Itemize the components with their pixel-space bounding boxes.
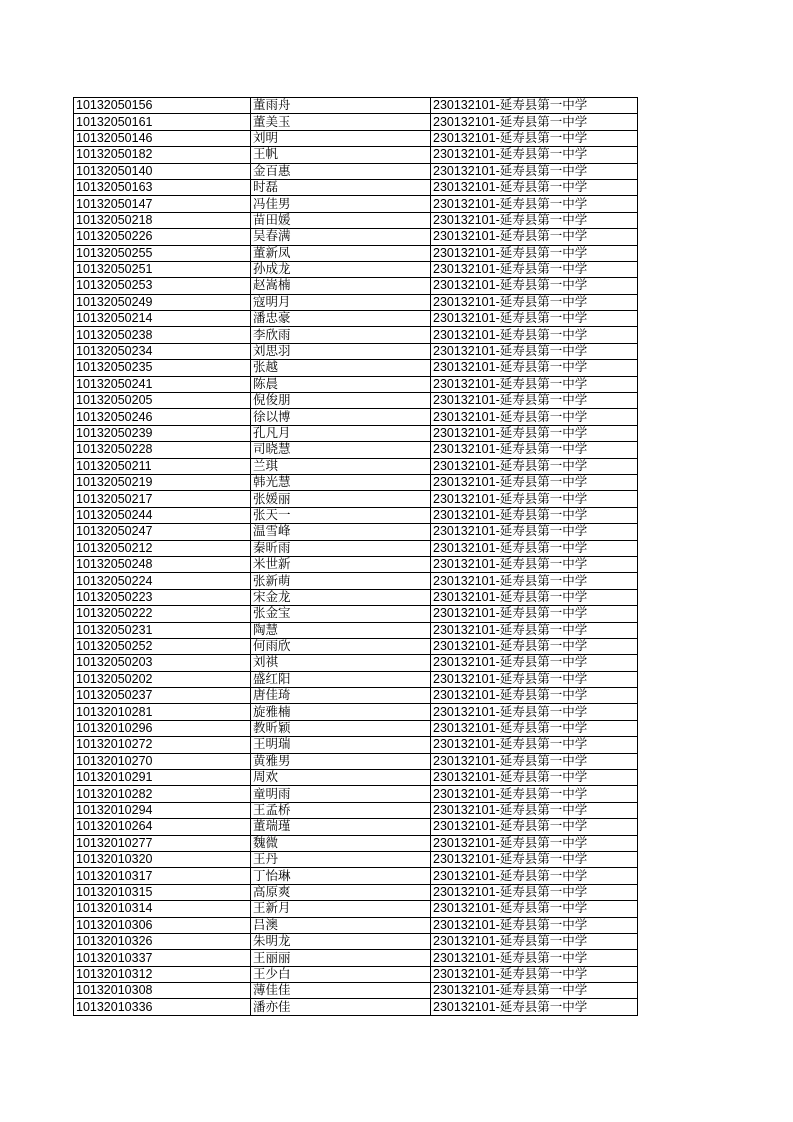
- table-row: [74, 409, 638, 425]
- student-id-cell: 10132050222: [74, 606, 251, 622]
- table-row: [74, 179, 638, 195]
- student-id-cell: 10132050246: [74, 409, 251, 425]
- table-row: [74, 802, 638, 818]
- student-name-cell: 童明雨: [251, 786, 431, 802]
- student-id-cell: 10132050234: [74, 343, 251, 359]
- school-cell: 230132101-延寿县第一中学: [431, 294, 638, 310]
- student-name-cell: 温雪峰: [251, 524, 431, 540]
- student-name-cell: 赵嵩楠: [251, 278, 431, 294]
- student-id-cell: 10132050226: [74, 229, 251, 245]
- school-cell: 230132101-延寿县第一中学: [431, 737, 638, 753]
- school-cell: 230132101-延寿县第一中学: [431, 179, 638, 195]
- student-id-cell: 10132050252: [74, 638, 251, 654]
- table-row: [74, 737, 638, 753]
- student-name-cell: 王新月: [251, 901, 431, 917]
- student-name-cell: 金百惠: [251, 163, 431, 179]
- table-row: [74, 950, 638, 966]
- table-row: [74, 999, 638, 1015]
- school-cell: 230132101-延寿县第一中学: [431, 507, 638, 523]
- student-id-cell: 10132050156: [74, 98, 251, 114]
- table-row: [74, 655, 638, 671]
- student-name-cell: 董新凤: [251, 245, 431, 261]
- school-cell: 230132101-延寿县第一中学: [431, 474, 638, 490]
- school-cell: 230132101-延寿县第一中学: [431, 983, 638, 999]
- student-name-cell: 刘祺: [251, 655, 431, 671]
- school-cell: 230132101-延寿县第一中学: [431, 245, 638, 261]
- school-cell: 230132101-延寿县第一中学: [431, 409, 638, 425]
- student-id-cell: 10132050241: [74, 376, 251, 392]
- student-name-cell: 冯佳男: [251, 196, 431, 212]
- student-id-cell: 10132010264: [74, 819, 251, 835]
- student-name-cell: 高原爽: [251, 884, 431, 900]
- student-name-cell: 朱明龙: [251, 933, 431, 949]
- student-id-cell: 10132010306: [74, 917, 251, 933]
- school-cell: 230132101-延寿县第一中学: [431, 917, 638, 933]
- school-cell: 230132101-延寿县第一中学: [431, 720, 638, 736]
- table-row: [74, 868, 638, 884]
- student-id-cell: 10132010326: [74, 933, 251, 949]
- table-row: [74, 507, 638, 523]
- student-name-cell: 陶慧: [251, 622, 431, 638]
- student-name-cell: 教昕颖: [251, 720, 431, 736]
- student-id-cell: 10132050228: [74, 442, 251, 458]
- school-cell: 230132101-延寿县第一中学: [431, 606, 638, 622]
- student-id-cell: 10132010314: [74, 901, 251, 917]
- student-name-cell: 张金宝: [251, 606, 431, 622]
- school-cell: 230132101-延寿县第一中学: [431, 458, 638, 474]
- student-name-cell: 孔凡月: [251, 425, 431, 441]
- student-name-cell: 李欣雨: [251, 327, 431, 343]
- school-cell: 230132101-延寿县第一中学: [431, 425, 638, 441]
- table-row: [74, 425, 638, 441]
- roster-table-body: [74, 98, 638, 1016]
- student-id-cell: 10132050238: [74, 327, 251, 343]
- student-name-cell: 魏微: [251, 835, 431, 851]
- school-cell: 230132101-延寿县第一中学: [431, 966, 638, 982]
- school-cell: 230132101-延寿县第一中学: [431, 163, 638, 179]
- student-id-cell: 10132010291: [74, 770, 251, 786]
- student-id-cell: 10132050251: [74, 261, 251, 277]
- student-id-cell: 10132050161: [74, 114, 251, 130]
- student-name-cell: 兰琪: [251, 458, 431, 474]
- table-row: [74, 917, 638, 933]
- school-cell: 230132101-延寿县第一中学: [431, 999, 638, 1015]
- student-id-cell: 10132010317: [74, 868, 251, 884]
- school-cell: 230132101-延寿县第一中学: [431, 524, 638, 540]
- school-cell: 230132101-延寿县第一中学: [431, 98, 638, 114]
- school-cell: 230132101-延寿县第一中学: [431, 343, 638, 359]
- student-name-cell: 潘忠豪: [251, 311, 431, 327]
- table-row: [74, 770, 638, 786]
- student-name-cell: 盛红阳: [251, 671, 431, 687]
- student-name-cell: 王明瑞: [251, 737, 431, 753]
- student-id-cell: 10132050231: [74, 622, 251, 638]
- student-id-cell: 10132010320: [74, 851, 251, 867]
- student-name-cell: 董雨舟: [251, 98, 431, 114]
- student-name-cell: 董美玉: [251, 114, 431, 130]
- student-id-cell: 10132050247: [74, 524, 251, 540]
- student-name-cell: 潘亦佳: [251, 999, 431, 1015]
- student-name-cell: 旋雅楠: [251, 704, 431, 720]
- school-cell: 230132101-延寿县第一中学: [431, 802, 638, 818]
- student-id-cell: 10132010296: [74, 720, 251, 736]
- school-cell: 230132101-延寿县第一中学: [431, 196, 638, 212]
- table-row: [74, 589, 638, 605]
- table-row: [74, 98, 638, 114]
- student-id-cell: 10132050214: [74, 311, 251, 327]
- table-row: [74, 524, 638, 540]
- table-row: [74, 704, 638, 720]
- school-cell: 230132101-延寿县第一中学: [431, 393, 638, 409]
- table-row: [74, 229, 638, 245]
- student-name-cell: 刘思羽: [251, 343, 431, 359]
- student-id-cell: 10132050249: [74, 294, 251, 310]
- student-id-cell: 10132050239: [74, 425, 251, 441]
- table-row: [74, 261, 638, 277]
- student-name-cell: 司晓慧: [251, 442, 431, 458]
- table-row: [74, 327, 638, 343]
- school-cell: 230132101-延寿县第一中学: [431, 130, 638, 146]
- student-id-cell: 10132050248: [74, 556, 251, 572]
- student-id-cell: 10132050224: [74, 573, 251, 589]
- student-id-cell: 10132010294: [74, 802, 251, 818]
- student-id-cell: 10132050255: [74, 245, 251, 261]
- student-name-cell: 时磊: [251, 179, 431, 195]
- table-row: [74, 851, 638, 867]
- table-row: [74, 901, 638, 917]
- student-id-cell: 10132050217: [74, 491, 251, 507]
- table-row: [74, 835, 638, 851]
- student-id-cell: 10132050237: [74, 688, 251, 704]
- table-row: [74, 786, 638, 802]
- student-id-cell: 10132050253: [74, 278, 251, 294]
- student-name-cell: 唐佳琦: [251, 688, 431, 704]
- school-cell: 230132101-延寿县第一中学: [431, 327, 638, 343]
- student-name-cell: 薄佳佳: [251, 983, 431, 999]
- table-row: [74, 343, 638, 359]
- table-row: [74, 720, 638, 736]
- school-cell: 230132101-延寿县第一中学: [431, 819, 638, 835]
- student-id-cell: 10132050219: [74, 474, 251, 490]
- school-cell: 230132101-延寿县第一中学: [431, 212, 638, 228]
- school-cell: 230132101-延寿县第一中学: [431, 786, 638, 802]
- table-row: [74, 212, 638, 228]
- table-row: [74, 688, 638, 704]
- table-row: [74, 573, 638, 589]
- table-row: [74, 147, 638, 163]
- table-row: [74, 130, 638, 146]
- student-id-cell: 10132050140: [74, 163, 251, 179]
- student-id-cell: 10132010282: [74, 786, 251, 802]
- table-row: [74, 884, 638, 900]
- school-cell: 230132101-延寿县第一中学: [431, 671, 638, 687]
- student-name-cell: 张媛丽: [251, 491, 431, 507]
- student-name-cell: 张越: [251, 360, 431, 376]
- student-name-cell: 徐以博: [251, 409, 431, 425]
- school-cell: 230132101-延寿县第一中学: [431, 753, 638, 769]
- school-cell: 230132101-延寿县第一中学: [431, 442, 638, 458]
- student-id-cell: 10132050235: [74, 360, 251, 376]
- student-name-cell: 陈晨: [251, 376, 431, 392]
- student-id-cell: 10132010312: [74, 966, 251, 982]
- school-cell: 230132101-延寿县第一中学: [431, 376, 638, 392]
- school-cell: 230132101-延寿县第一中学: [431, 933, 638, 949]
- student-name-cell: 董瑞瑾: [251, 819, 431, 835]
- school-cell: 230132101-延寿县第一中学: [431, 147, 638, 163]
- table-row: [74, 966, 638, 982]
- school-cell: 230132101-延寿县第一中学: [431, 278, 638, 294]
- student-name-cell: 吴春满: [251, 229, 431, 245]
- school-cell: 230132101-延寿县第一中学: [431, 655, 638, 671]
- table-row: [74, 458, 638, 474]
- student-id-cell: 10132010308: [74, 983, 251, 999]
- student-name-cell: 苗田媛: [251, 212, 431, 228]
- student-id-cell: 10132050146: [74, 130, 251, 146]
- student-name-cell: 黄雅男: [251, 753, 431, 769]
- school-cell: 230132101-延寿县第一中学: [431, 950, 638, 966]
- table-row: [74, 606, 638, 622]
- table-row: [74, 491, 638, 507]
- school-cell: 230132101-延寿县第一中学: [431, 638, 638, 654]
- school-cell: 230132101-延寿县第一中学: [431, 884, 638, 900]
- student-id-cell: 10132010315: [74, 884, 251, 900]
- student-name-cell: 周欢: [251, 770, 431, 786]
- school-cell: 230132101-延寿县第一中学: [431, 770, 638, 786]
- student-id-cell: 10132050212: [74, 540, 251, 556]
- table-row: [74, 753, 638, 769]
- school-cell: 230132101-延寿县第一中学: [431, 622, 638, 638]
- student-id-cell: 10132010270: [74, 753, 251, 769]
- student-id-cell: 10132010281: [74, 704, 251, 720]
- student-id-cell: 10132050203: [74, 655, 251, 671]
- student-name-cell: 王少白: [251, 966, 431, 982]
- table-row: [74, 671, 638, 687]
- table-row: [74, 360, 638, 376]
- table-row: [74, 442, 638, 458]
- student-id-cell: 10132010277: [74, 835, 251, 851]
- student-id-cell: 10132050202: [74, 671, 251, 687]
- table-row: [74, 540, 638, 556]
- student-id-cell: 10132010337: [74, 950, 251, 966]
- table-row: [74, 556, 638, 572]
- table-row: [74, 983, 638, 999]
- school-cell: 230132101-延寿县第一中学: [431, 835, 638, 851]
- school-cell: 230132101-延寿县第一中学: [431, 261, 638, 277]
- student-name-cell: 吕澳: [251, 917, 431, 933]
- table-row: [74, 638, 638, 654]
- school-cell: 230132101-延寿县第一中学: [431, 491, 638, 507]
- student-name-cell: 寇明月: [251, 294, 431, 310]
- table-row: [74, 376, 638, 392]
- student-name-cell: 王帆: [251, 147, 431, 163]
- student-name-cell: 何雨欣: [251, 638, 431, 654]
- table-row: [74, 311, 638, 327]
- student-name-cell: 韩光慧: [251, 474, 431, 490]
- student-name-cell: 宋金龙: [251, 589, 431, 605]
- school-cell: 230132101-延寿县第一中学: [431, 540, 638, 556]
- student-id-cell: 10132050205: [74, 393, 251, 409]
- table-row: [74, 114, 638, 130]
- student-name-cell: 秦昕雨: [251, 540, 431, 556]
- student-name-cell: 张天一: [251, 507, 431, 523]
- school-cell: 230132101-延寿县第一中学: [431, 556, 638, 572]
- school-cell: 230132101-延寿县第一中学: [431, 114, 638, 130]
- student-name-cell: 孙成龙: [251, 261, 431, 277]
- table-row: [74, 196, 638, 212]
- table-row: [74, 245, 638, 261]
- student-id-cell: 10132050163: [74, 179, 251, 195]
- student-id-cell: 10132050223: [74, 589, 251, 605]
- table-row: [74, 819, 638, 835]
- school-cell: 230132101-延寿县第一中学: [431, 901, 638, 917]
- student-id-cell: 10132050147: [74, 196, 251, 212]
- school-cell: 230132101-延寿县第一中学: [431, 573, 638, 589]
- student-id-cell: 10132010272: [74, 737, 251, 753]
- student-name-cell: 王孟桥: [251, 802, 431, 818]
- student-id-cell: 10132010336: [74, 999, 251, 1015]
- student-id-cell: 10132050218: [74, 212, 251, 228]
- student-id-cell: 10132050182: [74, 147, 251, 163]
- table-row: [74, 474, 638, 490]
- school-cell: 230132101-延寿县第一中学: [431, 688, 638, 704]
- student-name-cell: 米世新: [251, 556, 431, 572]
- school-cell: 230132101-延寿县第一中学: [431, 360, 638, 376]
- table-row: [74, 393, 638, 409]
- school-cell: 230132101-延寿县第一中学: [431, 311, 638, 327]
- school-cell: 230132101-延寿县第一中学: [431, 589, 638, 605]
- table-row: [74, 294, 638, 310]
- table-row: [74, 278, 638, 294]
- student-roster-table: [73, 97, 638, 1016]
- school-cell: 230132101-延寿县第一中学: [431, 229, 638, 245]
- school-cell: 230132101-延寿县第一中学: [431, 868, 638, 884]
- student-name-cell: 王丹: [251, 851, 431, 867]
- student-name-cell: 张新萌: [251, 573, 431, 589]
- school-cell: 230132101-延寿县第一中学: [431, 851, 638, 867]
- table-row: [74, 622, 638, 638]
- student-id-cell: 10132050244: [74, 507, 251, 523]
- table-row: [74, 933, 638, 949]
- student-name-cell: 王丽丽: [251, 950, 431, 966]
- student-name-cell: 丁怡琳: [251, 868, 431, 884]
- table-row: [74, 163, 638, 179]
- student-name-cell: 刘明: [251, 130, 431, 146]
- school-cell: 230132101-延寿县第一中学: [431, 704, 638, 720]
- student-id-cell: 10132050211: [74, 458, 251, 474]
- student-name-cell: 倪俊朋: [251, 393, 431, 409]
